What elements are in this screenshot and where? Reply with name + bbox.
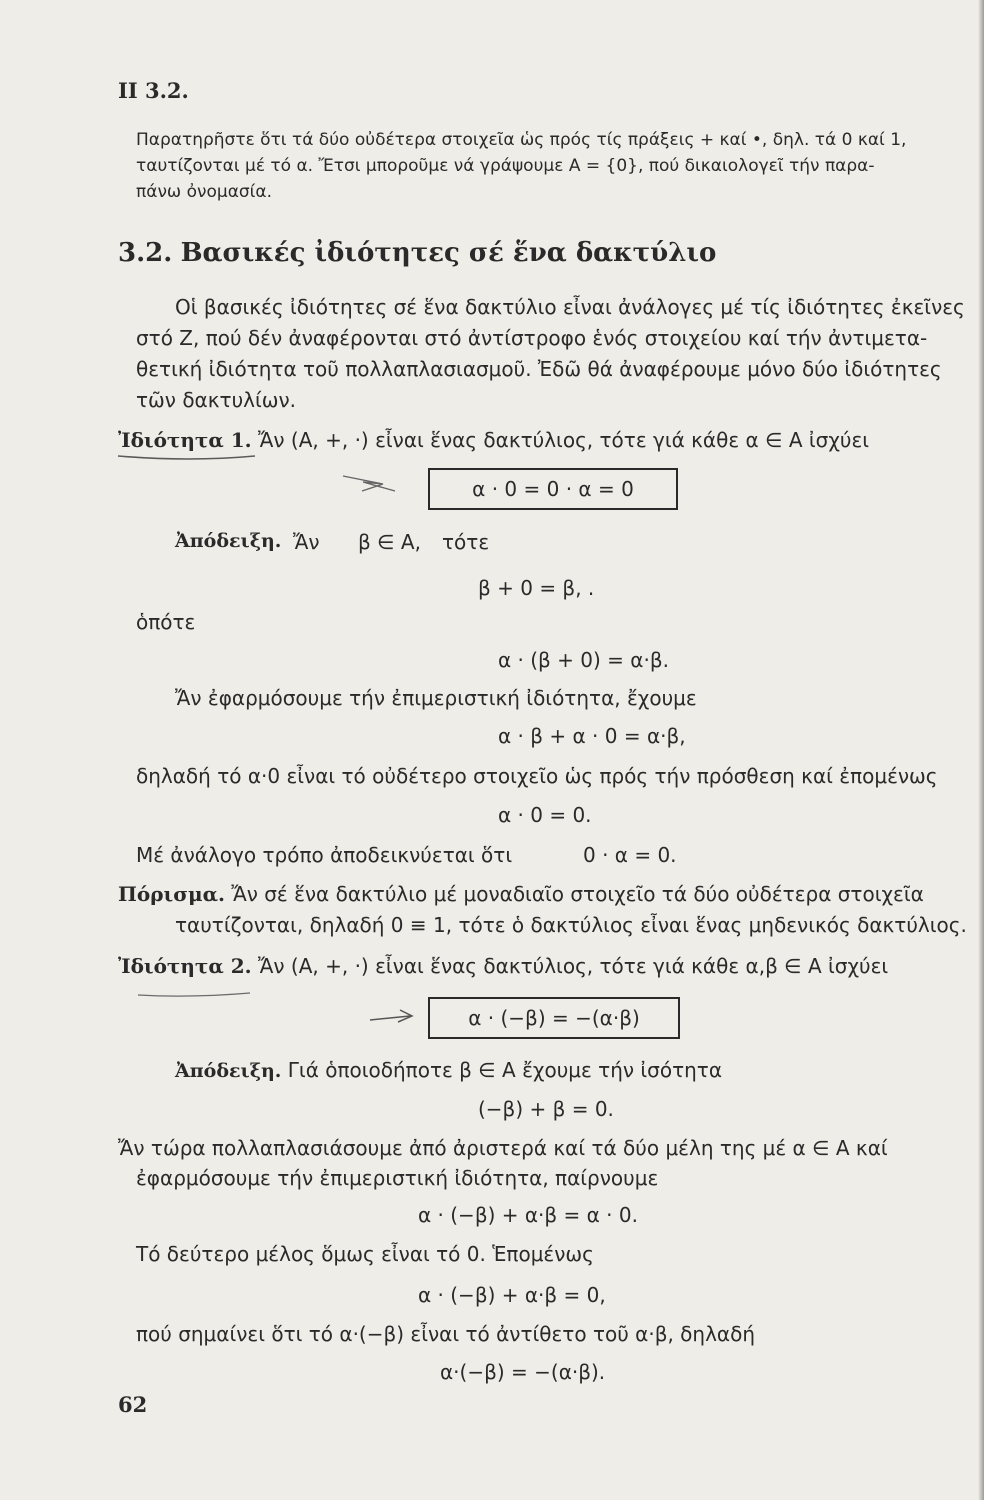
proof-1-beta-in-a: β ∈ Α, xyxy=(358,530,421,554)
section-number: 3.2. xyxy=(118,238,173,268)
paragraph-line-3: θετική ἰδιότητα τοῦ πολλαπλασιασμοῦ. Ἐδῶ θά ἀναφέρουμε μόνο δύο ἰδιότητες xyxy=(136,357,942,381)
corollary-line-1 xyxy=(118,882,924,906)
proof-2-text-2b: ἐφαρμόσουμε τήν ἐπιμεριστική ἰδιότητα, παίρνουμε xyxy=(136,1166,659,1190)
proof-1-eq-3: α · β + α · 0 = α·β, xyxy=(498,724,686,748)
proof-2-label: Ἀπόδειξη. xyxy=(175,1060,282,1082)
proof-1-label: Ἀπόδειξη. xyxy=(175,530,282,552)
proof-1-whence: ὁπότε xyxy=(136,610,196,634)
property-2-formula-box: α · (−β) = −(α·β) xyxy=(428,997,680,1039)
proof-1-text-2: Ἄν ἐφαρμόσουμε τήν ἐπιμεριστική ἰδιότητα, ἔχουμε xyxy=(175,686,697,710)
proof-2-text-2a: Ἄν τώρα πολλαπλασιάσουμε ἀπό ἀριστερά καί τά δύο μέλη της μέ α ∈ Α καί xyxy=(118,1136,888,1160)
property-1-line xyxy=(118,428,869,452)
property-2-statement: Ἄν (Α, +, ·) εἶναι ἕνας δακτύλιος, τότε γιά κάθε α,β ∈ Α ἰσχύει xyxy=(257,954,889,978)
section-heading xyxy=(118,238,716,268)
pencil-underline-property-1 xyxy=(118,456,255,459)
section-title: Βασικές ἰδιότητες σέ ἕνα δακτύλιο xyxy=(180,238,717,268)
property-2-label: Ἰδιότητα 2. xyxy=(118,954,252,978)
page-edge-shadow xyxy=(978,0,984,1500)
proof-1-eq-2: α · (β + 0) = α·β. xyxy=(498,648,669,672)
proof-1-eq-4: α · 0 = 0. xyxy=(498,803,592,827)
paragraph-line-2: στό Z, πού δέν ἀναφέρονται στό ἀντίστροφο ἑνός στοιχείου καί τήν ἀντιμετα- xyxy=(136,326,928,350)
proof-2-eq-1: (−β) + β = 0. xyxy=(478,1097,614,1121)
proof-2-text-3: Τό δεύτερο μέλος ὅμως εἶναι τό 0. Ἑπομένως xyxy=(136,1242,594,1266)
page-number: 62 xyxy=(118,1392,148,1417)
corollary-line-2: ταυτίζονται, δηλαδή 0 ≡ 1, τότε ὁ δακτύλιος εἶναι ἕνας μηδενικός δακτύλιος. xyxy=(175,913,967,937)
proof-2-eq-3: α · (−β) + α·β = 0, xyxy=(418,1283,606,1307)
property-2-line xyxy=(118,954,888,978)
section-reference: II 3.2. xyxy=(118,78,189,103)
proof-2-eq-4: α·(−β) = −(α·β). xyxy=(440,1360,606,1384)
corollary-label: Πόρισμα. xyxy=(118,882,225,906)
intro-line-1: Παρατηρῆστε ὅτι τά δύο οὐδέτερα στοιχεῖα ὡς πρός τίς πράξεις + καί •, δηλ. τά 0 καί 1, xyxy=(136,130,907,150)
paragraph-line-4: τῶν δακτυλίων. xyxy=(136,388,297,412)
intro-line-2: ταυτίζονται μέ τό α. Ἔτσι μποροῦμε νά γράψουμε Α = {0}, πού δικαιολογεῖ τήν παρα- xyxy=(136,156,875,176)
paragraph-line-1: Οἱ βασικές ἰδιότητες σέ ἕνα δακτύλιο εἶναι ἀνάλογες μέ τίς ἰδιότητες ἐκεῖνες xyxy=(175,295,965,319)
intro-line-3: πάνω ὀνομασία. xyxy=(136,182,273,202)
proof-1-text-4: Μέ ἀνάλογο τρόπο ἀποδεικνύεται ὅτι xyxy=(136,843,513,867)
property-1-label: Ἰδιότητα 1. xyxy=(118,428,252,452)
proof-1-eq-1: β + 0 = β, . xyxy=(478,576,595,600)
property-1-statement: Ἄν (Α, +, ·) εἶναι ἕνας δακτύλιος, τότε γιά κάθε α ∈ Α ἰσχύει xyxy=(257,428,870,452)
proof-1-then: τότε xyxy=(442,530,490,554)
proof-1-text-3: δηλαδή τό α·0 εἶναι τό οὐδέτερο στοιχεῖο ὡς πρός τήν πρόσθεση καί ἐπομένως xyxy=(136,764,938,788)
pencil-arrow-1 xyxy=(343,476,395,491)
proof-2-line-1 xyxy=(175,1058,722,1082)
proof-2-text-1: Γιά ὁποιοδήποτε β ∈ Α ἔχουμε τήν ἰσότητα xyxy=(287,1058,723,1082)
corollary-text-1: Ἄν σέ ἕνα δακτύλιο μέ μοναδιαῖο στοιχεῖο τά δύο οὐδέτερα στοιχεῖα xyxy=(231,882,924,906)
proof-2-text-4: πού σημαίνει ὅτι τό α·(−β) εἶναι τό ἀντίθετο τοῦ α·β, δηλαδή xyxy=(136,1322,756,1346)
proof-2-eq-2: α · (−β) + α·β = α · 0. xyxy=(418,1203,638,1227)
proof-1-eq-5: 0 · α = 0. xyxy=(583,843,677,867)
property-1-formula-box: α · 0 = 0 · α = 0 xyxy=(428,468,678,510)
pencil-arrow-2 xyxy=(370,1010,412,1022)
proof-1-if: Ἄν xyxy=(293,530,320,554)
pencil-underline-property-2 xyxy=(138,993,250,996)
